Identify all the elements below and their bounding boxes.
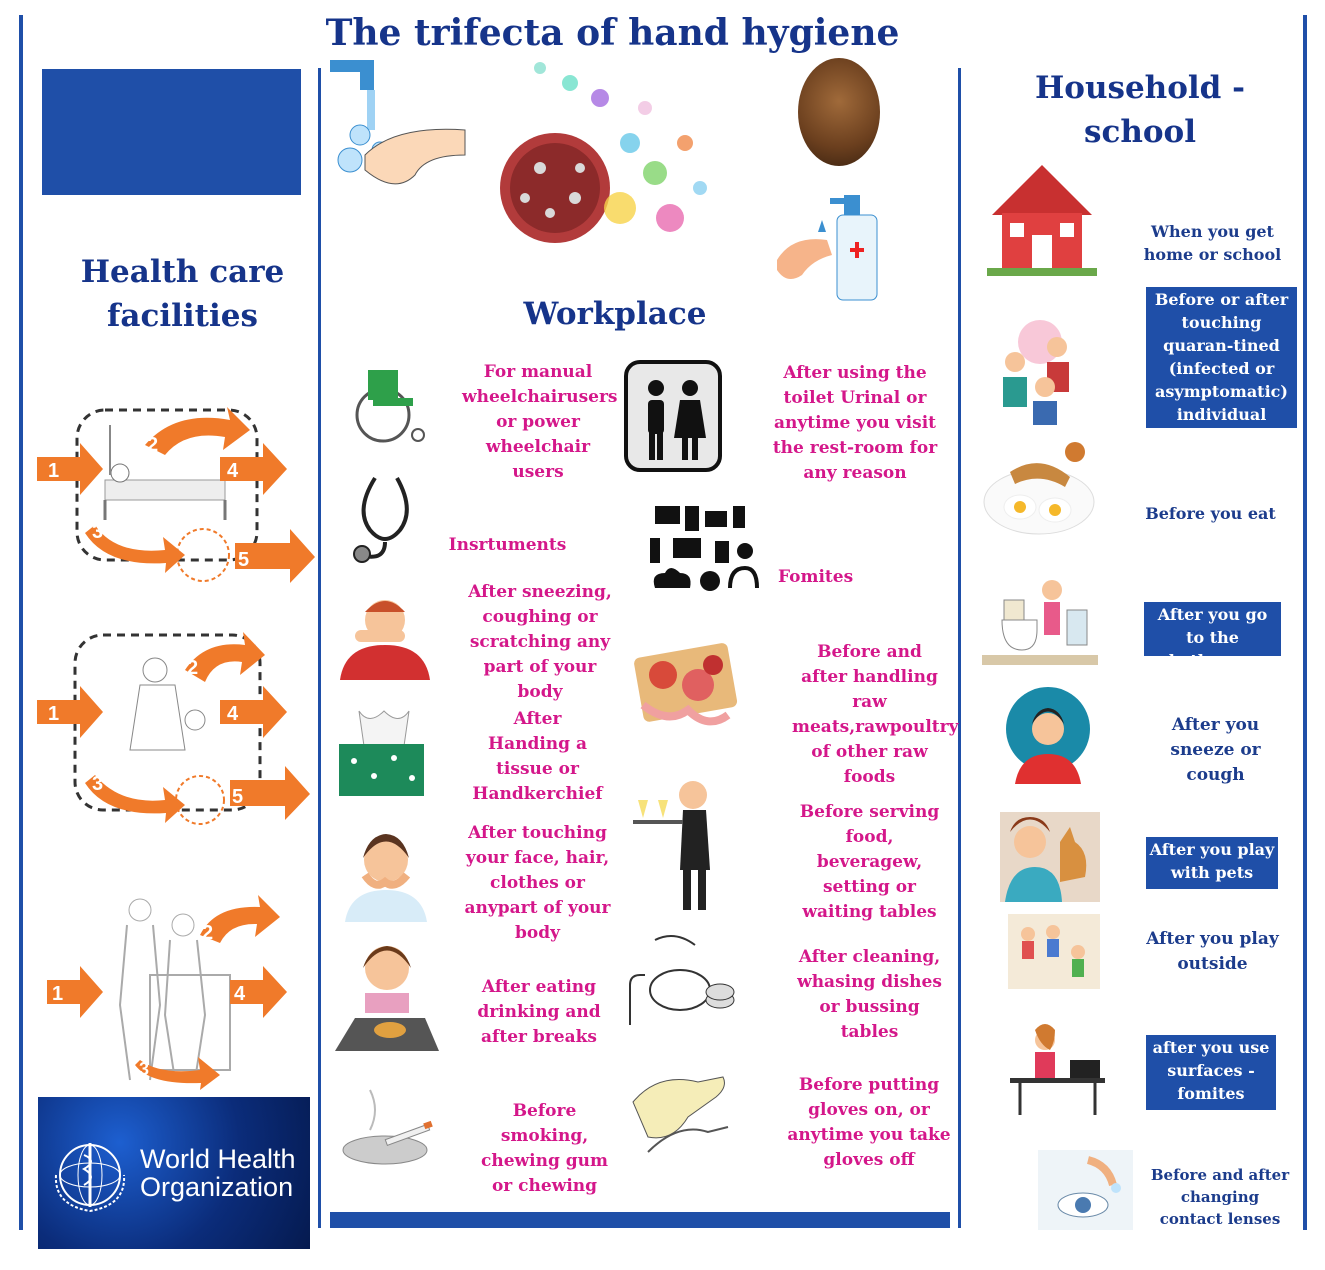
toilet-text: After using the toilet Urinal or anytime you visit the rest-room for any reason [772,363,938,483]
touching-text: After touching your face, hair, clothes or anypart of your body [464,823,611,943]
svg-text:5: 5 [232,786,244,808]
worker-photo [798,58,880,166]
smoking-text: Before smoking, chewing gum or chewing [480,1101,609,1196]
five-moments-walker-diagram [35,895,320,1090]
bottom-bar [330,1212,950,1228]
svg-text:1: 1 [52,983,64,1005]
svg-text:1: 1 [48,460,60,482]
svg-text:3: 3 [139,1059,150,1079]
quarantine-people-icon [985,317,1100,427]
gloves-text: Before putting gloves on, or anytime you take gloves off [787,1075,951,1170]
who-logo [38,1097,310,1249]
svg-text:4: 4 [227,703,239,725]
bathroom-icon [982,570,1098,670]
svg-text:4: 4 [227,460,239,482]
raw-meat-icon [628,625,746,745]
kids-outside-icon [1008,914,1100,989]
raw-meat-text: Before and after handling raw meats,rawpoultry of other raw foods [792,642,959,787]
page-title: The trifecta of hand hygiene [325,12,900,54]
divider-right [958,68,961,1228]
breakfast-icon [980,432,1098,540]
svg-text:1: 1 [48,703,60,725]
svg-text:3: 3 [92,521,104,543]
eating-girl-icon [335,938,439,1053]
blue-header-box [42,69,301,195]
tissue-text: After Handing a tissue or Handkerchief [472,709,603,804]
five-moments-dental-diagram [35,630,320,830]
right-border [1303,15,1307,1230]
sneeze-text: After you sneeze or cough [1170,715,1261,785]
sanitizer-illustration [772,190,882,305]
face-touch-icon [335,820,437,922]
wheelchair-text: For manual wheelchairusers or power wheelchair users [462,362,618,482]
step-1-arrow [37,443,103,495]
tissue-box-icon [334,706,429,801]
waiter-icon [628,770,738,915]
house-icon [982,155,1102,280]
left-border [19,15,23,1230]
gloves-icon [628,1062,733,1172]
sneezing-text: After sneezing, coughing or scratching any part of your body [468,582,612,702]
fomites-text: Fomites [778,567,854,587]
desk-worker-icon [1010,1020,1105,1115]
hand-washing-tap-illustration [325,55,475,205]
svg-text:2: 2 [147,434,159,456]
stethoscope-icon [345,470,430,565]
sneezing-person-icon [335,590,435,680]
eating-text: After eating drinking and after breaks [477,977,601,1047]
who-name: World Health Organization [140,1144,296,1202]
pets-box: After you play with pets [1146,837,1278,889]
cleaning-text: After cleaning, whasing dishes or bussing tables [797,947,942,1042]
ashtray-icon [340,1080,440,1175]
bathroom-box: After you go to the bathroom [1144,602,1281,656]
home-text: When you get home or school [1143,222,1282,264]
pets-icon [1000,812,1100,902]
svg-text:3: 3 [92,773,104,795]
devices-icon [645,503,760,598]
svg-text:2: 2 [187,657,199,679]
contact-lens-icon [1038,1150,1133,1230]
instruments-text: Insrtuments [448,535,567,555]
lenses-text: Before and after changing contact lenses [1150,1166,1290,1228]
outside-text: After you play outside [1146,929,1279,974]
surfaces-box: after you use surfaces - fomites [1146,1035,1276,1110]
serving-text: Before serving food, beveragew, setting or waiting tables [799,802,940,922]
who-emblem-icon [50,1135,130,1215]
sneeze-woman-icon [1000,684,1096,784]
step-2-arrow [145,407,250,455]
restroom-sign-icon [624,360,722,472]
workplace-heading: Workplace [523,296,707,332]
household-heading: Household - school [1034,70,1245,150]
svg-text:5: 5 [238,549,250,571]
wheelchair-icon [333,360,433,445]
quarantine-box: Before or after touching quaran-tined (infected or asymptomatic) individual surroundings [1146,287,1297,428]
svg-text:4: 4 [234,983,246,1005]
health-care-heading: Health care facilities [80,254,285,334]
five-moments-bed-diagram [35,405,320,585]
svg-text:2: 2 [202,922,214,944]
dishwashing-icon [625,930,743,1025]
eat-text: Before you eat [1145,504,1276,523]
virus-bubbles-illustration [480,48,735,258]
